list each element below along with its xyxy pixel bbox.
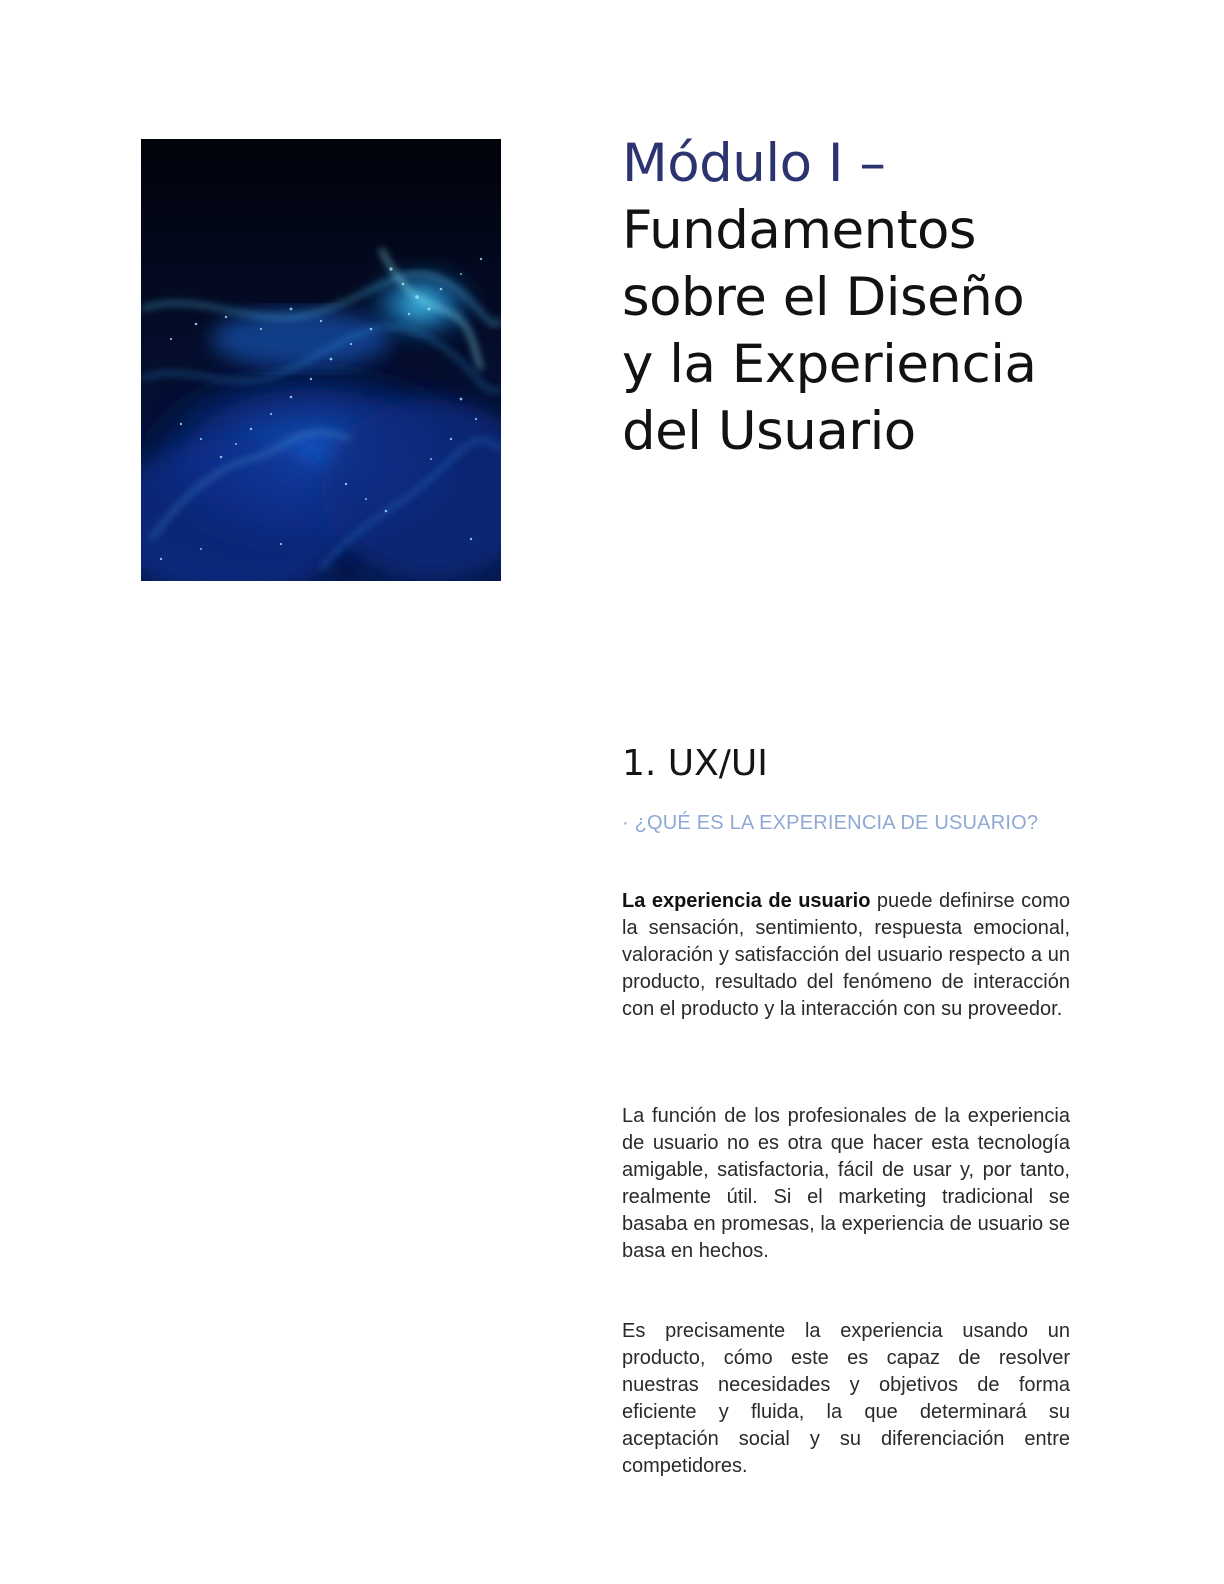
page-title: [622, 130, 1142, 465]
section-heading: 1. UX/UI: [622, 743, 768, 784]
paragraph-text: puede definirse como la sensación, sentimiento, respuesta emocional, valoración y satisfacción del usuario respecto a un producto, resultado del fenómeno de interacción con el producto y la interacción con su proveedor.: [622, 890, 1070, 1020]
title-line: Fundamentos: [622, 200, 977, 261]
title-line: del Usuario: [622, 401, 916, 462]
particle-wave-graphic: [141, 139, 501, 581]
title-line-module: Módulo I –: [622, 133, 886, 194]
title-line: sobre el Diseño: [622, 267, 1025, 328]
body-paragraph-2: La función de los profesionales de la experiencia de usuario no es otra que hacer esta tecnología amigable, satisfactoria, fácil de usar y, por tanto, realmente útil. Si el marketing tradicional se basaba en promesas, la experiencia de usuario se basa en hechos.: [622, 1105, 1070, 1262]
bold-term: La experiencia de usuario: [622, 890, 871, 912]
cover-image: [141, 139, 501, 581]
section-subheading: · ¿QUÉ ES LA EXPERIENCIA DE USUARIO?: [622, 812, 1039, 834]
title-line: y la Experiencia: [622, 334, 1037, 395]
body-paragraph-1: [622, 888, 1070, 1023]
body-paragraph-3: Es precisamente la experiencia usando un producto, cómo este es capaz de resolver nuestras necesidades y objetivos de forma eficiente y fluida, la que determinará su aceptación social y su diferenciación entre competidores.: [622, 1320, 1070, 1477]
